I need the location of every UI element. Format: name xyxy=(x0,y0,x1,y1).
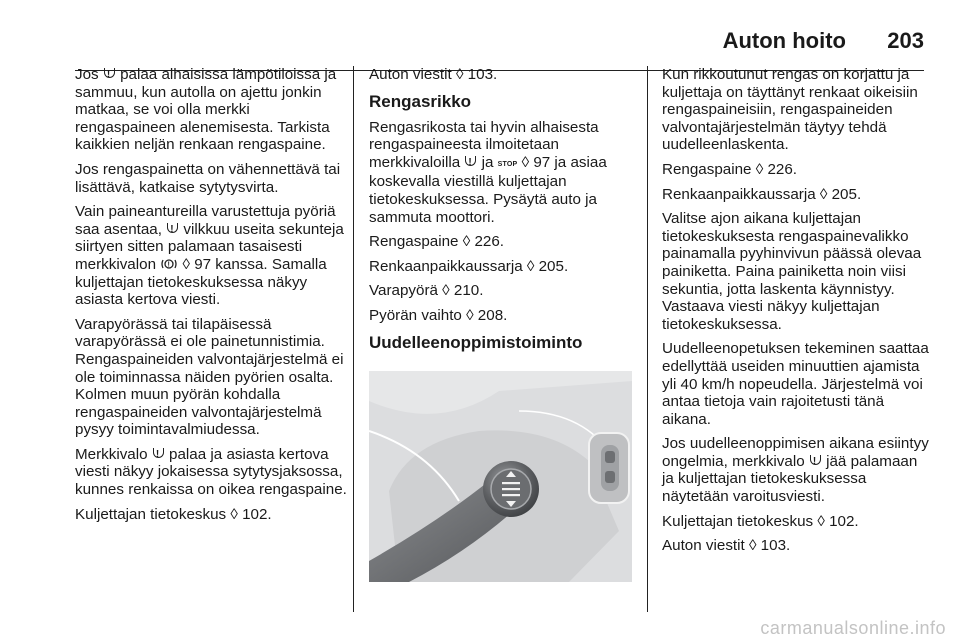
page-header xyxy=(75,22,924,52)
paragraph: Varapyörässä tai tilapäisessä varapyörässä ei ole painetunnistimia. Rengaspaineiden valvontajärjestelmä ei ole toiminnassa näiden pyörien osalta. Kolmen muun pyörän kohdalla rengaspaineiden valvontajärjestelmä pysyy toimintavalmiudessa. xyxy=(75,315,344,439)
cross-reference: Pyörän vaihto ◊ 208. xyxy=(369,306,508,324)
stalk-illustration-svg xyxy=(369,371,632,582)
cross-reference: Auton viestit ◊ 103. xyxy=(369,66,498,83)
paragraph: Uudelleenopetuksen tekeminen saattaa edellyttää useiden minuuttien ajamista yli 40 km/h nopeudella. Järjestelmä voi antaa tietoja vain rajoitetusti tänä aikana. xyxy=(662,340,929,428)
cross-reference: Kuljettajan tietokeskus ◊ 102. xyxy=(662,512,859,530)
cross-reference: Renkaanpaikkaussarja ◊ 205. xyxy=(369,257,569,275)
column-divider-2 xyxy=(647,66,648,612)
column-2 xyxy=(369,66,637,360)
section-title: Auton hoito xyxy=(722,28,846,53)
paragraph: Jos ! palaa alhaisissa lämpötiloissa ja sammuu, kun autolla on ajettu jonkin matkaa, se voi olla merkki rengaspaineen alenemisesta. Tarkista kaikkien neljän renkaan rengaspaine. xyxy=(75,66,347,154)
svg-text:!: ! xyxy=(167,261,171,269)
paragraph: Jos uudelleenoppimisen aikana esiintyy ongelmia, merkkivalo ! jää palamaan ja kuljettajan tietokeskuksessa näytetään varoitusviesti. xyxy=(662,435,932,505)
tire-pressure-warning-icon xyxy=(809,455,822,467)
cross-reference: Auton viestit ◊ 103. xyxy=(662,537,791,555)
brake-warning-icon xyxy=(160,258,178,270)
cross-reference: Renkaanpaikkaussarja ◊ 205. xyxy=(662,185,862,203)
wiper-stalk-illustration xyxy=(369,371,632,582)
tire-pressure-warning-icon xyxy=(464,156,477,168)
paragraph: Valitse ajon aikana kuljettajan tietokeskuksesta rengaspainevalikko painamalla pyyhinvivun päässä olevaa painiketta. Paina painiketta noin viisi sekuntia, jotta laskenta käynnistyy. Vastaava viesti näkyy kuljettajan tietokeskuksessa. xyxy=(662,210,922,333)
paragraph: Jos rengaspainetta on vähennettävä tai lisättävä, katkaise sytytysvirta. xyxy=(75,160,341,196)
column-3 xyxy=(662,66,932,562)
column-1 xyxy=(75,66,347,530)
tire-pressure-warning-icon xyxy=(166,223,179,235)
section-heading: Rengasrikko xyxy=(369,91,472,111)
paragraph: Vain paineantureilla varustettuja pyöriä saa asentaa, ! vilkkuu useita sekunteja siirtyen sitten palamaan tasaisesti merkkivalon ! ◊ 97 kanssa. Samalla kuljettajan tietokeskuksessa näkyy asiasta kertova viesti. xyxy=(75,203,347,309)
tire-pressure-warning-icon xyxy=(152,448,165,460)
paragraph: Kun rikkoutunut rengas on korjattu ja kuljettaja on täyttänyt renkaat oikeisiin rengaspaineisiin, rengaspaineiden valvontajärjestelmän täytyy tehdä uudelleenlaskenta. xyxy=(662,66,918,154)
paragraph: Merkkivalo ! palaa ja asiasta kertova viesti näkyy jokaisessa sytytysjaksossa, kunnes renkaissa on oikea rengaspaine. xyxy=(75,446,347,499)
section-heading: Uudelleenoppimistoiminto xyxy=(369,332,583,352)
stop-warning-icon: STOP xyxy=(497,160,518,168)
page-footer xyxy=(0,618,960,642)
page-number: 203 xyxy=(887,28,924,53)
column-divider-1 xyxy=(353,66,354,612)
cross-reference: Kuljettajan tietokeskus ◊ 102. xyxy=(75,505,272,523)
cross-reference: Varapyörä ◊ 210. xyxy=(369,282,484,300)
cross-reference: Rengaspaine ◊ 226. xyxy=(369,233,505,251)
watermark: carmanualsonline.info xyxy=(760,618,946,638)
paragraph: Rengasrikosta tai hyvin alhaisesta rengaspaineesta ilmoitetaan merkkivaloilla ! ja STOP ◊ 97 ja asiaa koskevalla viestillä kuljettajan tietokeskuksessa. Pysäytä auto ja sammuta moottori. xyxy=(369,119,637,227)
tire-pressure-warning-icon xyxy=(103,68,116,80)
cross-reference: Rengaspaine ◊ 226. xyxy=(662,160,798,178)
